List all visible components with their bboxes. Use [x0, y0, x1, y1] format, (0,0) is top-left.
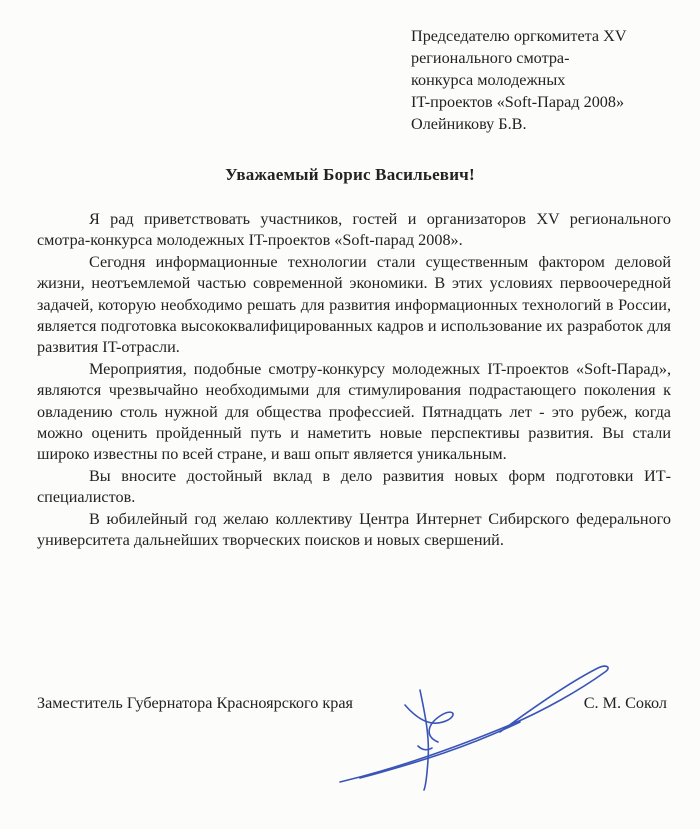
addressee-block: [411, 25, 696, 135]
handwritten-signature: [300, 650, 620, 795]
addressee-name: Олейникову Б.В.: [411, 115, 527, 133]
signature-strokes: [340, 666, 608, 790]
addressee-line: IT-проектов «Soft-Парад 2008»: [411, 93, 625, 111]
addressee-line: Председателю оргкомитета XV: [411, 27, 627, 45]
signatory-title: Заместитель Губернатора Красноярского края: [37, 694, 353, 712]
body-paragraph: В юбилейный год желаю коллективу Центра Интернет Сибирского федерального университета дальнейших творческих поисков и новых свершений.: [37, 509, 671, 550]
body-paragraph: Вы вносите достойный вклад в дело развития новых форм подготовки ИТ-специалистов.: [37, 466, 671, 507]
body-paragraph: Сегодня информационные технологии стали существенным фактором деловой жизни, неотъемлемой частью современной экономики. В этих условиях первоочередной задачей, которую необходимо решать для развития информационных технологий в России, является подготовка высококвалифицированных кадров и использование их разработок для развития IT-отрасли.: [37, 252, 671, 357]
greeting: Уважаемый Борис Васильевич!: [225, 165, 475, 184]
addressee-line: конкурса молодежных: [411, 71, 566, 89]
letter-body: [37, 209, 671, 552]
addressee-line: регионального смотра-: [411, 49, 570, 67]
body-paragraph: Я рад приветствовать участников, гостей и организаторов XV регионального смотра-конкурса молодежных IT-проектов «Soft-парад 2008».: [37, 210, 671, 250]
signatory-name: С. М. Сокол: [583, 694, 667, 712]
body-paragraph: Мероприятия, подобные смотру-конкурсу молодежных IT-проектов «Soft-Парад», являются чрезвычайно необходимыми для стимулирования подрастающего поколения к овладению столь нужной для общества профессией. Пятнадцать лет - это рубеж, когда можно оценить пройденный путь и наметить новые перспективы развития. Вы стали широко известны по всей стране, и ваш опыт является уникальным.: [37, 359, 671, 464]
